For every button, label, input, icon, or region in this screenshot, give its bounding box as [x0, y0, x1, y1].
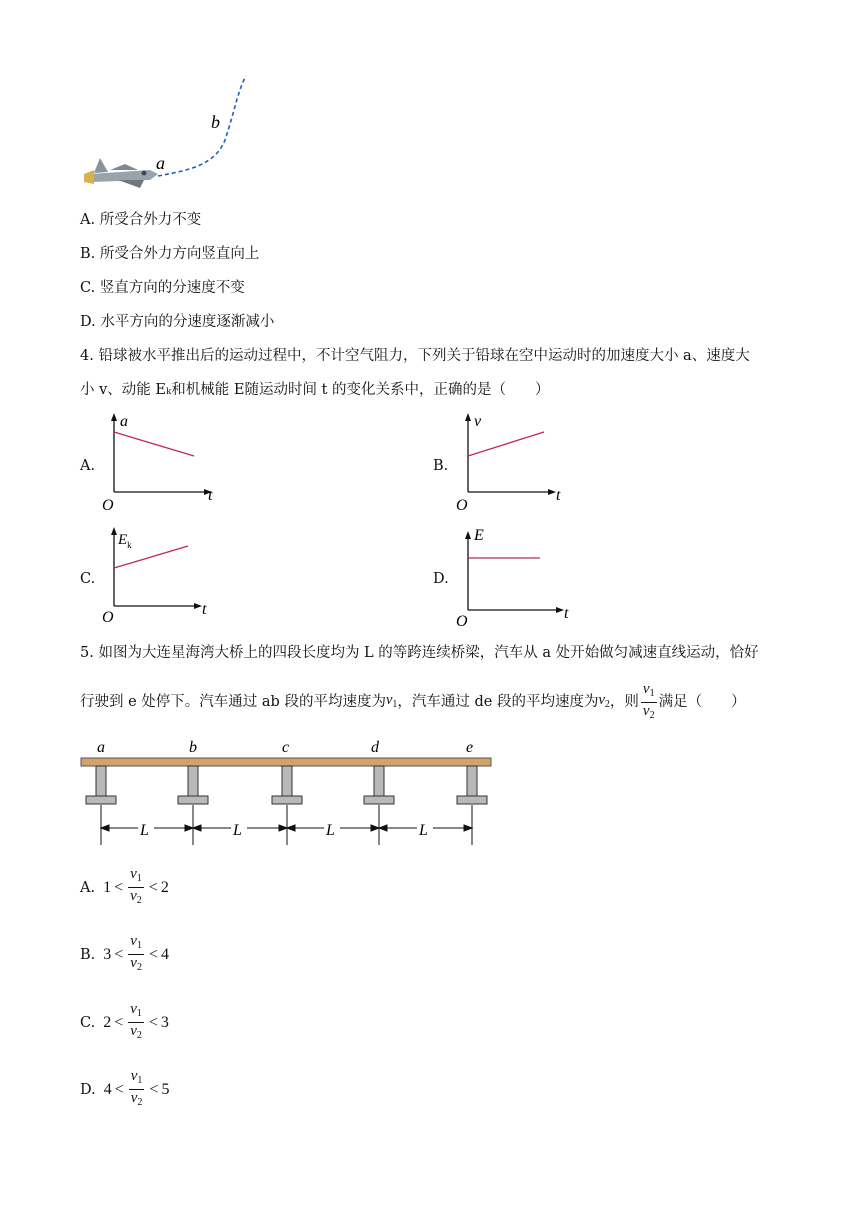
q4-graph-c[interactable]	[96, 522, 226, 627]
graph-c-xlabel: t	[202, 601, 207, 618]
q4-option-d-letter[interactable]: D.	[433, 571, 449, 587]
q4-option-b-letter[interactable]: B.	[433, 458, 449, 474]
graph-a-line	[114, 432, 194, 456]
graph-b-origin: O	[456, 497, 468, 514]
q5-option-a[interactable]: A. 1 < $\frac{v_1}{v_2}$ < 2	[80, 866, 169, 906]
graph-d-xlabel: t	[564, 605, 569, 622]
pier-a	[86, 766, 116, 804]
bridge-deck	[81, 758, 491, 766]
q3-option-b[interactable]: B. 所受合外力方向竖直向上	[80, 246, 260, 262]
bridge-point-d: d	[371, 739, 379, 756]
graph-a-xlabel: t	[208, 487, 213, 504]
q4-graph-a[interactable]	[96, 410, 226, 515]
plane-trajectory-figure	[80, 70, 270, 195]
pier-e	[457, 766, 487, 804]
bridge-point-b: b	[189, 739, 197, 756]
span-label-bc: L	[233, 822, 242, 839]
span-label-ab: L	[140, 822, 149, 839]
graph-d-origin: O	[456, 613, 468, 627]
q4-graph-d[interactable]	[450, 522, 580, 627]
q4-option-a-letter[interactable]: A.	[80, 458, 96, 474]
trajectory-curve	[158, 76, 246, 176]
q5-stem-line2: 行驶到 e 处停下。汽车通过 ab 段的平均速度为 $v_1$ ，汽车通过 de 段的平均速度为 $v_2$ ，则 $\frac{v_1}{v_2}$ 满足（ ）	[80, 680, 746, 724]
graph-c-origin: O	[102, 609, 114, 626]
span-label-cd: L	[326, 822, 335, 839]
graph-c-ylabel: $E_k$	[118, 532, 132, 550]
q3-option-c[interactable]: C. 竖直方向的分速度不变	[80, 280, 245, 296]
bridge-point-c: c	[282, 739, 290, 756]
bridge-point-a: a	[97, 739, 105, 756]
bridge-figure	[78, 735, 498, 855]
graph-b-xlabel: t	[556, 487, 561, 504]
point-a-label: a	[156, 153, 165, 173]
q5-option-c[interactable]: C. 2 < $\frac{v_1}{v_2}$ < 3	[80, 1001, 169, 1041]
q3-option-a[interactable]: A. 所受合外力不变	[80, 212, 202, 228]
graph-c-line	[114, 546, 188, 568]
graph-b-line	[468, 432, 544, 456]
q4-option-c-letter[interactable]: C.	[80, 571, 96, 587]
pier-b	[178, 766, 208, 804]
bridge-piers	[86, 766, 487, 804]
span-label-de: L	[419, 822, 428, 839]
q3-option-d[interactable]: D. 水平方向的分速度逐渐减小	[80, 314, 275, 330]
fighter-jet-icon	[84, 158, 158, 188]
graph-b-ylabel: v	[474, 413, 482, 430]
bridge-point-e: e	[466, 739, 474, 756]
pier-c	[272, 766, 302, 804]
q5-option-d[interactable]: D. 4 < $\frac{v_1}{v_2}$ < 5	[80, 1068, 170, 1108]
graph-a-ylabel: a	[120, 413, 128, 430]
q5-option-b[interactable]: B. 3 < $\frac{v_1}{v_2}$ < 4	[80, 933, 169, 973]
graph-d-ylabel: E	[474, 527, 484, 544]
q5-stem-line1: 5. 如图为大连星海湾大桥上的四段长度均为 L 的等跨连续桥梁，汽车从 a 处开始做匀减速直线运动，恰好	[80, 645, 759, 661]
q4-stem-line2: 小 v、动能 Eₖ和机械能 E随运动时间 t 的变化关系中，正确的是（ ）	[80, 382, 550, 398]
pier-d	[364, 766, 394, 804]
ratio-fraction: $\frac{v_1}{v_2}$	[642, 680, 655, 721]
q4-graph-b[interactable]	[450, 410, 580, 515]
q4-stem-line1: 4. 铅球被水平推出后的运动过程中，不计空气阻力，下列关于铅球在空中运动时的加速度大小 a、速度大	[80, 348, 750, 364]
point-b-label: b	[211, 112, 220, 132]
graph-a-origin: O	[102, 497, 114, 514]
